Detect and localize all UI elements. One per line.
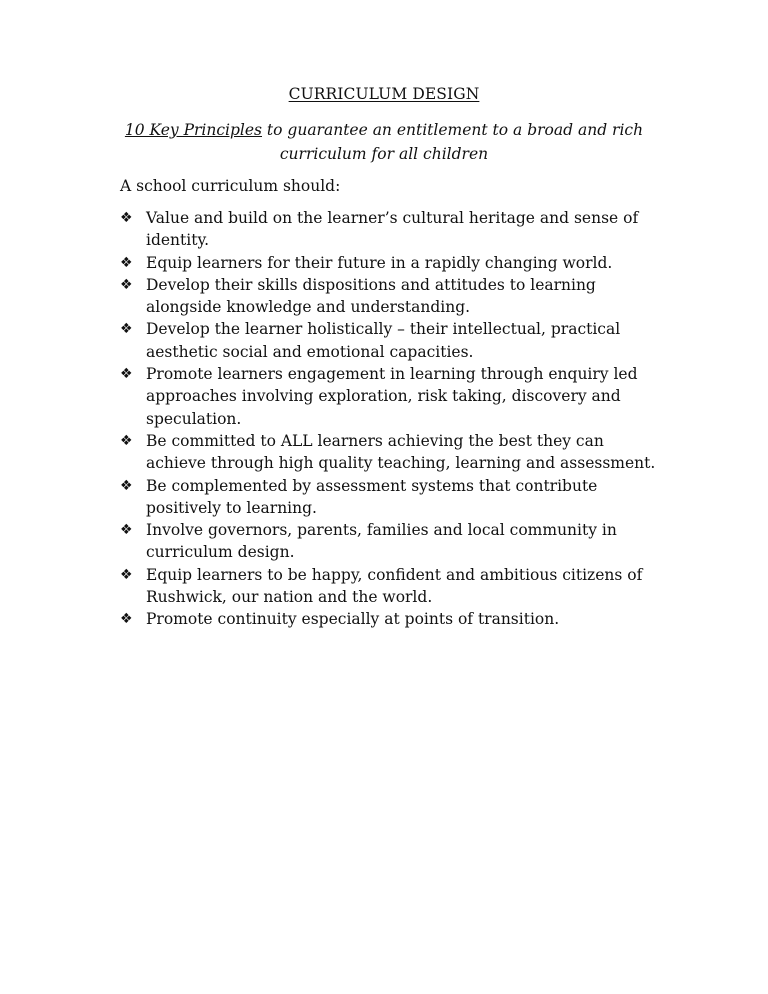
principle-item — [120, 430, 660, 475]
diamond-bullet-icon: ❖ — [120, 477, 133, 494]
subtitle-rest: to guarantee an entitlement to a broad and rich curriculum for all children — [262, 121, 644, 163]
principle-item — [120, 564, 660, 609]
principle-text: Develop their skills dispositions and attitudes to learning alongside knowledge and understanding. — [146, 275, 596, 317]
subtitle-key-principles: 10 Key Principles — [124, 121, 262, 139]
principle-item — [120, 207, 660, 252]
principle-item — [120, 252, 660, 274]
diamond-bullet-icon: ❖ — [120, 366, 133, 383]
diamond-bullet-icon: ❖ — [120, 210, 133, 226]
document-subtitle — [94, 118, 674, 166]
diamond-bullet-icon: ❖ — [120, 432, 133, 449]
principle-text: Promote learners engagement in learning through enquiry led approaches involving exploration, risk taking, discovery and speculation. — [146, 365, 638, 428]
diamond-bullet-icon: ❖ — [120, 566, 133, 583]
principle-text: Be committed to ALL learners achieving the best they can achieve through high quality teaching, learning and assessment. — [146, 431, 656, 473]
principle-text: Promote continuity especially at points of transition. — [146, 610, 560, 629]
intro-text: A school curriculum should: — [120, 177, 341, 195]
principle-item — [120, 363, 660, 430]
diamond-bullet-icon: ❖ — [120, 254, 133, 271]
principle-text: Equip learners to be happy, confident and ambitious citizens of Rushwick, our nation and the world. — [146, 565, 643, 607]
diamond-bullet-icon: ❖ — [120, 522, 133, 539]
principle-text: Develop the learner holistically – their intellectual, practical aesthetic social and emotional capacities. — [146, 320, 621, 361]
diamond-bullet-icon: ❖ — [120, 276, 133, 293]
principle-item — [120, 519, 660, 564]
principle-text: Involve governors, parents, families and local community in curriculum design. — [146, 521, 617, 562]
diamond-bullet-icon: ❖ — [120, 321, 133, 338]
principle-text: Value and build on the learner’s cultural heritage and sense of identity. — [146, 209, 639, 250]
diamond-bullet-icon: ❖ — [120, 611, 133, 628]
principle-item — [120, 608, 660, 630]
document-title: CURRICULUM DESIGN — [288, 85, 480, 103]
principle-item — [120, 475, 660, 520]
principle-item — [120, 274, 660, 319]
principle-item — [120, 318, 660, 363]
principles-list — [120, 207, 660, 631]
principle-text: Be complemented by assessment systems that contribute positively to learning. — [146, 476, 598, 517]
principle-text: Equip learners for their future in a rapidly changing world. — [146, 253, 613, 272]
